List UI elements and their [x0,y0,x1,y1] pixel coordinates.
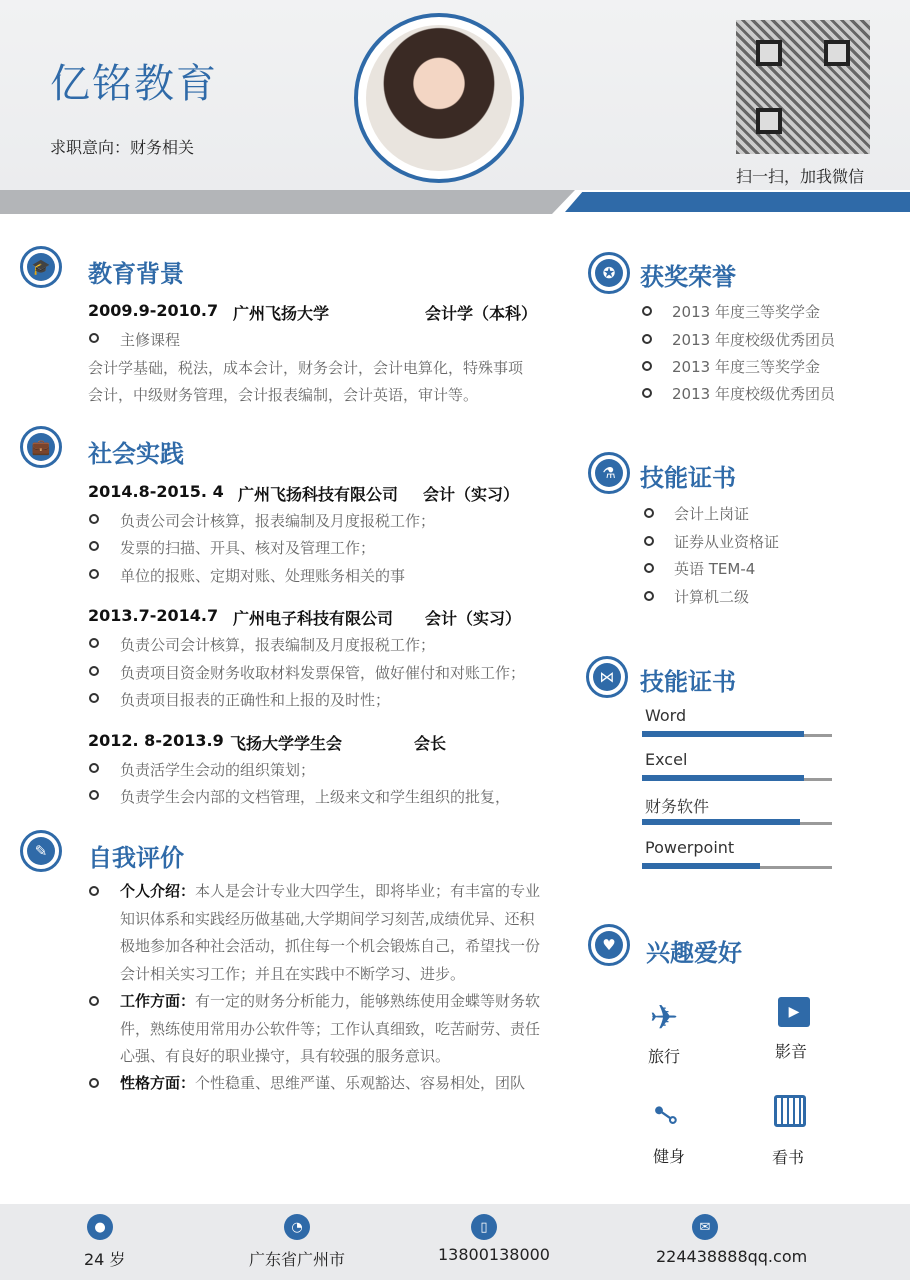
cert-item: 证券从业资格证 [674,533,780,551]
self-eval-item: 工作方面：有一定的财务分析能力，能够熟练使用金蝶等财务软件，熟练使用常用办公软件等；工作认真细致，吃苦耐劳、责任心强、有良好的职业操守，具有较强的服务意识。 [120,992,541,1065]
award-item: 2013 年度三等奖学金 [672,358,820,376]
job-item: 负责公司会计核算，报表编制及月度报税工作； [120,636,436,654]
edu-school: 广州飞扬大学 [233,304,330,323]
section-title-self-eval: 自我评价 [88,844,184,872]
cert-item: 英语 TEM-4 [674,560,756,578]
location: 广东省广州市 [249,1250,346,1269]
bullet [89,886,99,896]
courses-line-2: 会计，中级财务管理，会计报表编制，会计英语，审计等。 [88,386,479,404]
course-label: 主修课程 [120,331,181,349]
job-intent: 求职意向：财务相关 [50,138,195,157]
bullet [89,996,99,1006]
job-period: 2013.7-2014.7 [88,606,219,625]
email: 224438888qq.com [656,1247,808,1266]
hobby-label: 旅行 [648,1047,681,1066]
profile-photo [366,25,512,171]
cert-item: 计算机二级 [674,588,750,606]
job-period: 2012. 8-2013.9 [88,731,224,750]
phone-icon: ▯ [471,1214,497,1240]
dumbbell-icon: ⊷ [645,1093,688,1137]
self-eval-item: 个人介绍：本人是会计专业大四学生，即将毕业；有丰富的专业知识体系和实践经历做基础,大学期间学习刻苦,成绩优异、还积极地参加各种社会活动，抓住每一个机会锻炼自己，希望找一份会计相关实习工作；并且在实践中不断学习、进步。 [120,882,541,983]
bullet [89,569,99,579]
cert-item: 会计上岗证 [674,505,750,523]
edit-icon: ✎ [20,830,62,872]
award-item: 2013 年度校级优秀团员 [672,331,835,349]
bullet [644,508,654,518]
section-title-education: 教育背景 [88,260,184,288]
job-company: 广州飞扬科技有限公司 [238,485,399,504]
briefcase-icon: 💼 [20,426,62,468]
bullet [89,666,99,676]
qr-finder [756,108,782,134]
section-title-skills: 技能证书 [640,668,736,696]
video-icon: ▶ [778,997,810,1027]
footer-bar [0,1204,910,1280]
chat-icon: ◔ [284,1214,310,1240]
self-eval-item: 性格方面：个性稳重、思维严谨、乐观豁达、容易相处，团队 [120,1074,526,1092]
bullet [89,541,99,551]
bullet [644,563,654,573]
qr-code [736,20,870,154]
share-icon: ⋈ [586,656,628,698]
section-title-hobbies: 兴趣爱好 [646,939,742,967]
edu-period: 2009.9-2010.7 [88,301,219,320]
mail-icon: ✉ [692,1214,718,1240]
job-item: 负责项目报表的正确性和上报的及时性； [120,691,391,709]
job-role: 会计（实习） [425,609,522,628]
job-item: 单位的报账、定期对账、处理账务相关的事 [120,567,406,585]
job-item: 发票的扫描、开具、核对及管理工作； [120,539,376,557]
job-item: 负责项目资金财务收取材料发票保管，做好催付和对账工作； [120,664,526,682]
courses-line-1: 会计学基础，税法，成本会计，财务会计，会计电算化，特殊事项 [88,359,524,377]
medal-icon: ✪ [588,252,630,294]
phone-number: 13800138000 [438,1245,550,1264]
hobby-label: 健身 [653,1147,686,1166]
skill-bar-fill [642,731,804,737]
job-role: 会计（实习） [423,485,520,504]
header-band-blue [565,192,910,212]
skill-label: Excel [645,750,688,769]
bullet [89,514,99,524]
bullet [642,388,652,398]
award-item: 2013 年度三等奖学金 [672,303,820,321]
qr-finder [756,40,782,66]
bullet [642,361,652,371]
edu-major: 会计学（本科） [425,304,538,323]
bullet [89,790,99,800]
skill-bar-fill [642,775,804,781]
bullet [89,1078,99,1088]
section-title-awards: 获奖荣誉 [640,263,736,291]
header-band-grey [0,190,575,214]
job-role: 会长 [414,734,447,753]
brand-title: 亿铭教育 [50,61,218,107]
job-company: 飞扬大学学生会 [230,734,343,753]
bullet [89,333,99,343]
award-item: 2013 年度校级优秀团员 [672,385,835,403]
hobby-label: 看书 [772,1148,805,1167]
heart-icon: ♥ [588,924,630,966]
bullet [644,536,654,546]
user-icon: ● [87,1214,113,1240]
skill-label: Word [645,706,687,725]
qr-finder [824,40,850,66]
age: 24 岁 [84,1250,126,1269]
skill-label: Powerpoint [645,838,735,857]
skill-bar-fill [642,863,760,869]
job-company: 广州电子科技有限公司 [233,609,394,628]
section-title-practice: 社会实践 [88,440,184,468]
airplane-icon: ✈ [649,998,679,1038]
bullet [89,693,99,703]
bullet [642,306,652,316]
job-item: 负责活学生会动的组织策划； [120,761,316,779]
job-item: 负责学生会内部的文档管理，上级来文和学生组织的批复， [120,788,511,806]
bullet [89,638,99,648]
flask-icon: ⚗ [588,452,630,494]
bullet [642,334,652,344]
skill-label: 财务软件 [645,797,710,816]
qr-caption: 扫一扫，加我微信 [736,167,865,186]
bullet [644,591,654,601]
book-icon [774,1095,806,1127]
job-period: 2014.8-2015. 4 [88,482,224,501]
graduation-cap-icon: 🎓 [20,246,62,288]
job-item: 负责公司会计核算，报表编制及月度报税工作； [120,512,436,530]
bullet [89,763,99,773]
section-title-certs: 技能证书 [640,464,736,492]
skill-bar-fill [642,819,800,825]
hobby-label: 影音 [775,1042,808,1061]
